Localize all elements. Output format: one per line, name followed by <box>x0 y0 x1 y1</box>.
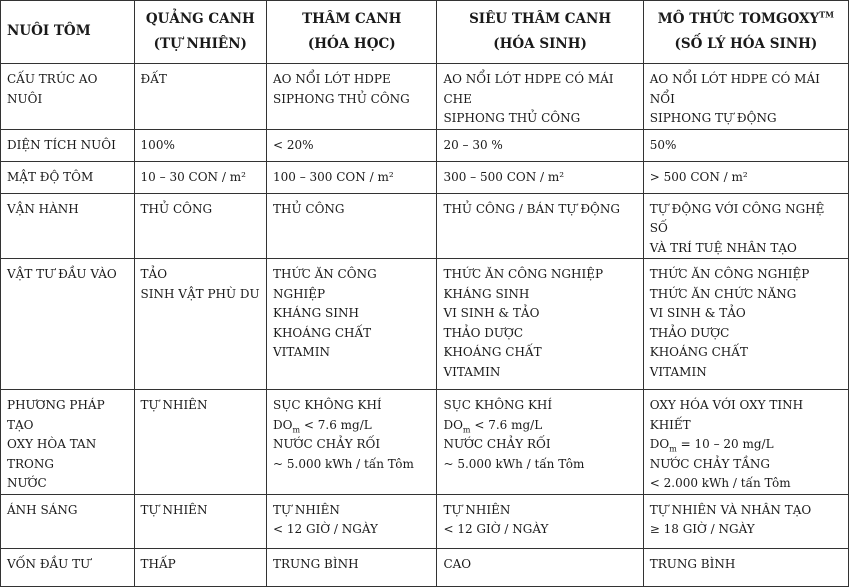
cell-line: $DO_m = 10 - 20$ mg/L <box>649 437 774 454</box>
cell-line: VI SINH & TẢO <box>443 306 540 320</box>
cell-line: 10 – 30 CON / m² <box>140 169 246 184</box>
table-cell <box>134 161 266 193</box>
cell-line: KHOÁNG CHẤT <box>649 345 748 359</box>
column-subtitle: (TỰ NHIÊN) <box>153 36 247 52</box>
row-label <box>1 129 135 161</box>
column-subtitle: (HÓA HỌC) <box>307 36 396 52</box>
cell-line: < 2.000 kWh / tấn Tôm <box>649 476 791 490</box>
table-cell <box>437 161 643 193</box>
cell-line: TỰ NHIÊN VÀ NHÂN TẠO <box>649 502 812 517</box>
cell-line: $DO_m < 7.6$ mg/L <box>273 417 372 434</box>
table-cell <box>437 193 643 259</box>
cell-line: < 12 GIỜ / NGÀY <box>443 522 549 536</box>
table-cell <box>643 193 848 259</box>
cell-line: > 500 CON / m² <box>649 169 748 184</box>
cell-line: KHÁNG SINH <box>273 306 359 320</box>
column-header-super-intensive <box>437 1 643 64</box>
table-cell <box>643 259 848 390</box>
trademark-mark: TM <box>819 9 834 19</box>
row-label <box>1 548 135 586</box>
cell-line: ~ 5.000 kWh / tấn Tôm <box>273 456 414 471</box>
cell-line: VITAMIN <box>443 364 501 379</box>
row-label-line: VẬN HÀNH <box>7 201 79 216</box>
row-label <box>1 193 135 259</box>
table-cell <box>437 64 643 130</box>
row-label-line: PHƯƠNG PHÁP TẠO <box>7 398 105 432</box>
column-header-tomgoxy <box>643 1 848 64</box>
cell-line: 300 – 500 CON / m² <box>443 169 565 184</box>
row-label <box>1 390 135 495</box>
cell-line: SIPHONG THỦ CÔNG <box>273 91 410 106</box>
cell-line: NƯỚC CHẢY TẦNG <box>649 456 771 471</box>
cell-line: SIPHONG TỰ ĐỘNG <box>649 111 777 125</box>
column-header-intensive <box>267 1 437 64</box>
table-cell <box>643 494 848 548</box>
table-cell <box>134 64 266 130</box>
row-label-line: ÁNH SÁNG <box>7 502 78 517</box>
table-cell <box>643 390 848 495</box>
row-label <box>1 494 135 548</box>
cell-line: THỦ CÔNG / BÁN TỰ ĐỘNG <box>443 201 620 216</box>
table-cell <box>267 129 437 161</box>
cell-line: VI SINH & TẢO <box>649 306 746 320</box>
cell-line: TỰ ĐỘNG VỚI CÔNG NGHỆ SỐ <box>649 201 825 235</box>
cell-line: AO NỔI LÓT HDPE CÓ MÁI NỔI <box>649 72 820 106</box>
corner-header: NUÔI TÔM <box>1 1 135 64</box>
cell-line: AO NỔI LÓT HDPE <box>273 72 391 86</box>
column-title: SIÊU THÂM CANH <box>469 10 612 27</box>
cell-line: THỨC ĂN CÔNG NGHIỆP <box>443 267 604 281</box>
column-title: THÂM CANH <box>302 10 402 27</box>
column-title: MÔ THỨC TOMGOXY <box>657 10 820 27</box>
cell-line: < 12 GIỜ / NGÀY <box>273 522 378 536</box>
cell-line: SINH VẬT PHÙ DU <box>140 286 260 301</box>
table-row <box>1 161 849 193</box>
column-subtitle: (SỐ LÝ HÓA SINH) <box>674 36 818 52</box>
table-cell <box>643 548 848 586</box>
table-cell <box>643 64 848 130</box>
row-label-line: NƯỚC <box>7 476 47 490</box>
cell-line: NƯỚC CHẢY RỐI <box>443 437 551 451</box>
cell-line: 20 – 30 % <box>443 137 503 152</box>
table-row <box>1 129 849 161</box>
cell-line: 100% <box>140 137 175 152</box>
cell-line: THỨC ĂN CÔNG NGHIỆP <box>273 267 377 301</box>
column-title: QUẢNG CANH <box>145 10 255 27</box>
table-row <box>1 494 849 548</box>
table-row <box>1 548 849 586</box>
cell-line: $DO_m < 7.6$ mg/L <box>443 417 543 434</box>
row-label-line: VẬT TƯ ĐẦU VÀO <box>7 267 117 281</box>
table-cell <box>267 64 437 130</box>
cell-line: TỰ NHIÊN <box>273 502 340 517</box>
table-cell <box>134 129 266 161</box>
cell-line: THẤP <box>140 556 176 571</box>
table-cell <box>437 259 643 390</box>
table-cell <box>134 390 266 495</box>
table-cell <box>267 390 437 495</box>
cell-line: VÀ TRÍ TUỆ NHÂN TẠO <box>649 240 797 255</box>
table-cell <box>437 129 643 161</box>
table-cell <box>134 548 266 586</box>
cell-line: OXY HÓA VỚI OXY TINH KHIẾT <box>649 398 804 432</box>
table-cell <box>267 161 437 193</box>
table-cell <box>437 390 643 495</box>
column-subtitle: (HÓA SINH) <box>493 36 587 52</box>
cell-line: ≥ 18 GIỜ / NGÀY <box>649 522 755 536</box>
table-cell <box>643 129 848 161</box>
cell-line: THỦ CÔNG <box>273 201 345 216</box>
cell-line: ~ 5.000 kWh / tấn Tôm <box>443 456 585 471</box>
cell-line: KHÁNG SINH <box>443 286 530 301</box>
cell-line: 50% <box>649 137 677 152</box>
cell-line: THỦ CÔNG <box>140 201 213 216</box>
table-row <box>1 64 849 130</box>
cell-line: NƯỚC CHẢY RỐI <box>273 437 381 451</box>
table-cell <box>134 494 266 548</box>
cell-line: KHOÁNG CHẤT <box>443 345 542 359</box>
row-label-line: MẬT ĐỘ TÔM <box>7 169 94 184</box>
cell-line: TRUNG BÌNH <box>273 556 359 571</box>
row-label <box>1 64 135 130</box>
cell-line: THẢO DƯỢC <box>443 325 523 340</box>
table-row <box>1 390 849 495</box>
table-cell <box>267 259 437 390</box>
cell-line: SỤC KHÔNG KHÍ <box>273 398 382 412</box>
table-cell <box>437 548 643 586</box>
cell-line: CAO <box>443 556 472 571</box>
cell-line: 100 – 300 CON / m² <box>273 169 394 184</box>
table-cell <box>643 161 848 193</box>
row-label-line: VỐN ĐẦU TƯ <box>7 556 91 571</box>
header-row <box>1 1 849 64</box>
table-cell <box>267 193 437 259</box>
cell-line: KHOÁNG CHẤT <box>273 325 372 340</box>
cell-line: VITAMIN <box>273 345 330 359</box>
row-label <box>1 161 135 193</box>
cell-line: TẢO <box>140 267 168 281</box>
row-label <box>1 259 135 390</box>
cell-line: THẢO DƯỢC <box>649 325 730 340</box>
table-cell <box>134 193 266 259</box>
row-label-line: OXY HÒA TAN TRONG <box>7 437 97 471</box>
cell-line: TỰ NHIÊN <box>140 502 208 517</box>
row-label-line: DIỆN TÍCH NUÔI <box>7 137 116 152</box>
row-label-line: CẤU TRÚC AO NUÔI <box>7 72 98 106</box>
table-cell <box>267 494 437 548</box>
cell-line: SỤC KHÔNG KHÍ <box>443 398 553 412</box>
table-cell <box>267 548 437 586</box>
table-row <box>1 193 849 259</box>
cell-line: < 20% <box>273 137 314 152</box>
cell-line: ĐẤT <box>140 72 167 86</box>
table-row <box>1 259 849 390</box>
cell-line: AO NỔI LÓT HDPE CÓ MÁI CHE <box>443 72 614 106</box>
cell-line: THỨC ĂN CHỨC NĂNG <box>649 286 797 301</box>
cell-line: VITAMIN <box>649 364 707 379</box>
cell-line: TỰ NHIÊN <box>140 398 208 412</box>
cell-line: TỰ NHIÊN <box>443 502 511 517</box>
table-cell <box>437 494 643 548</box>
cell-line: SIPHONG THỦ CÔNG <box>443 111 581 125</box>
column-header-extensive <box>134 1 266 64</box>
table-cell <box>134 259 266 390</box>
cell-line: THỨC ĂN CÔNG NGHIỆP <box>649 267 810 281</box>
cell-line: TRUNG BÌNH <box>649 556 736 571</box>
